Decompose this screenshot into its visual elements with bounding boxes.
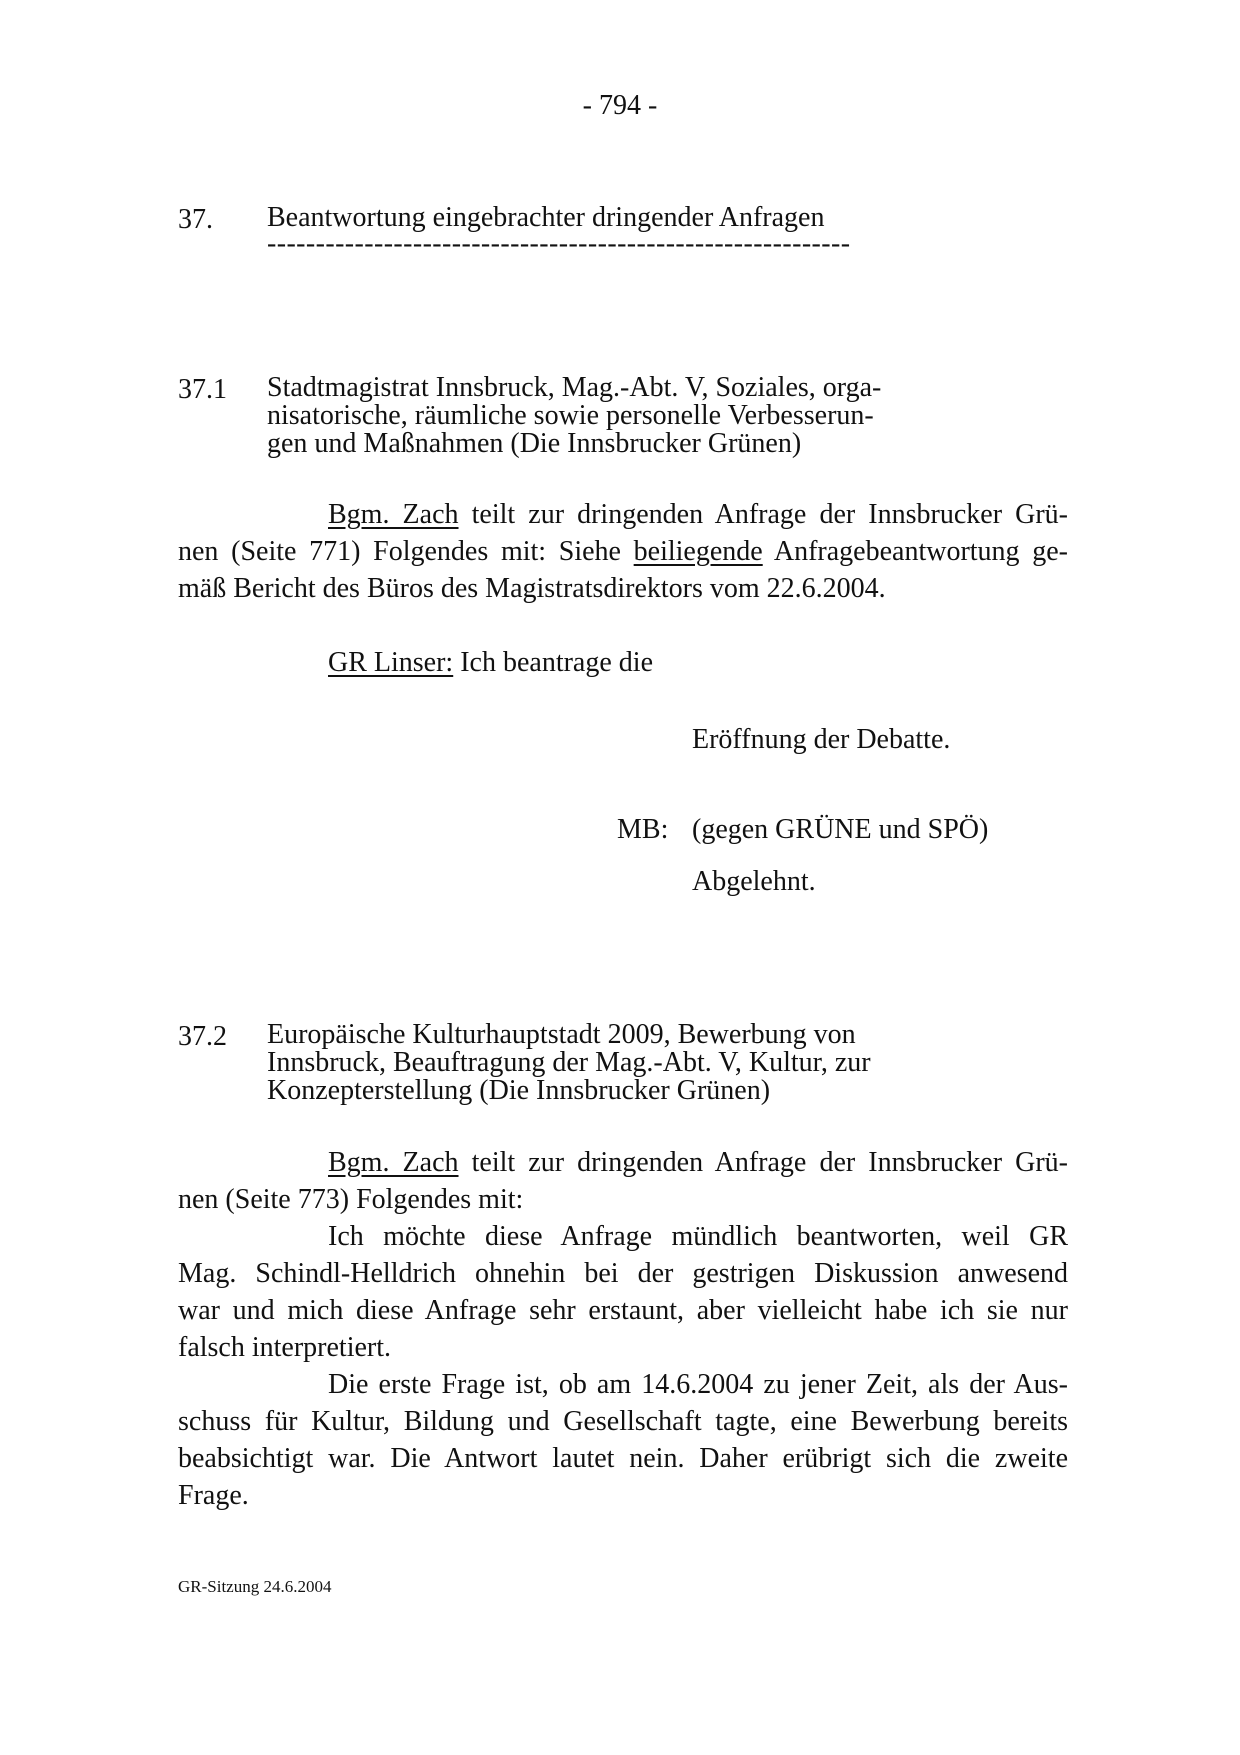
motion-paragraph (178, 644, 1068, 681)
body-line: falsch interpretiert. (178, 1332, 392, 1363)
answer-text: nen (Seite 771) Folgendes mit: Siehe (178, 536, 634, 567)
answer-text: Anfragebeantwortung ge- (762, 536, 1068, 567)
body-line: Ich möchte diese Anfrage mündlich beantworten, weil GR (328, 1221, 1068, 1252)
page-number: - 794 - (582, 90, 658, 121)
body-line: Frage. (178, 1480, 249, 1511)
answer-line: nen (Seite 773) Folgendes mit: (178, 1184, 524, 1215)
body-line: war und mich diese Anfrage sehr erstaunt, aber vielleicht habe ich sie nur (178, 1295, 1068, 1326)
motion-text: Ich beantrage die (453, 647, 653, 678)
motion-speaker: GR Linser: (328, 647, 454, 678)
answer-line (178, 496, 1068, 533)
answer-line: mäß Bericht des Büros des Magistratsdirektors vom 22.6.2004. (178, 573, 886, 604)
mb-label: MB: (617, 814, 669, 845)
title-line: nisatorische, räumliche sowie personelle Verbesserun- (267, 400, 874, 431)
section-title: Beantwortung eingebrachter dringender Anfragen (267, 202, 825, 233)
section-number: 37. (178, 204, 213, 235)
body-line: schuss für Kultur, Bildung und Gesellschaft tagte, eine Bewerbung bereits (178, 1406, 1068, 1437)
item-number-37-2: 37.2 (178, 1021, 227, 1052)
underlined-word: beiliegende (633, 536, 763, 567)
title-line: Stadtmagistrat Innsbruck, Mag.-Abt. V, Soziales, orga- (267, 372, 882, 403)
section-underline: ------------------------------------------------------------ (267, 228, 851, 259)
title-line: Europäische Kulturhauptstadt 2009, Bewerbung von (267, 1019, 856, 1050)
footer: GR-Sitzung 24.6.2004 (178, 1577, 332, 1596)
answer-paragraph-37-2 (178, 1144, 1068, 1514)
answer-line (178, 533, 1068, 570)
item-number-37-1: 37.1 (178, 374, 227, 405)
body-line: Die erste Frage ist, ob am 14.6.2004 zu jener Zeit, als der Aus- (328, 1369, 1068, 1400)
mb-votes: (gegen GRÜNE und SPÖ) (692, 814, 989, 845)
answer-paragraph-37-1 (178, 496, 1068, 607)
title-line: gen und Maßnahmen (Die Innsbrucker Grünen) (267, 428, 802, 459)
item-title-37-2 (267, 1021, 871, 1105)
motion-item: Eröffnung der Debatte. (692, 724, 951, 755)
answer-text: teilt zur dringenden Anfrage der Innsbrucker Grü- (458, 499, 1068, 530)
answer-text: teilt zur dringenden Anfrage der Innsbrucker Grü- (458, 1147, 1068, 1178)
title-line: Konzepterstellung (Die Innsbrucker Grünen) (267, 1075, 771, 1106)
answer-line (178, 1144, 1068, 1181)
motion-result: Abgelehnt. (692, 866, 816, 897)
title-line: Innsbruck, Beauftragung der Mag.-Abt. V, Kultur, zur (267, 1047, 871, 1078)
motion-line (178, 644, 1068, 681)
body-line: Mag. Schindl-Helldrich ohnehin bei der gestrigen Diskussion anwesend (178, 1258, 1068, 1289)
speaker-name: Bgm. Zach (328, 1147, 459, 1178)
speaker-name: Bgm. Zach (328, 499, 459, 530)
item-title-37-1 (267, 374, 881, 458)
body-line: beabsichtigt war. Die Antwort lautet nein. Daher erübrigt sich die zweite (178, 1443, 1068, 1474)
